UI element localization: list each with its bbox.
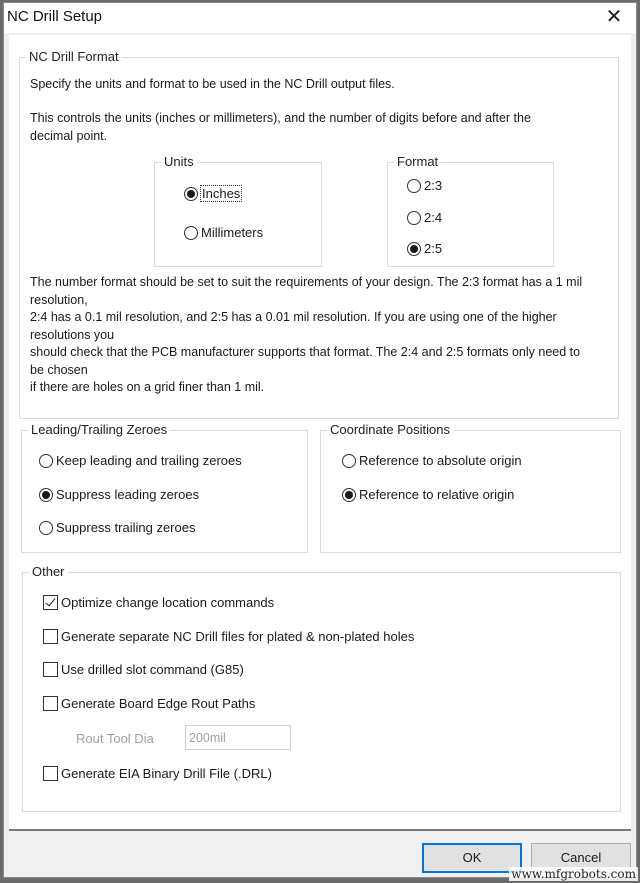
nc-drill-format-legend: NC Drill Format	[26, 49, 122, 64]
radio-indicator[interactable]	[342, 454, 356, 468]
other-group	[22, 564, 621, 812]
intro-text-2	[30, 110, 531, 145]
dialog-content	[9, 35, 631, 831]
radio-indicator[interactable]	[39, 488, 53, 502]
explain-line: 2:4 has a 0.1 mil resolution, and 2:5 has a 0.01 mil resolution. If you are using one of the higher	[30, 310, 557, 324]
radio-label: Keep leading and trailing zeroes	[56, 453, 242, 468]
radio-label: 2:3	[424, 178, 443, 193]
format-explanation	[30, 274, 582, 397]
radio-indicator[interactable]	[184, 187, 198, 201]
nc-drill-setup-dialog	[3, 2, 637, 878]
radio-label: Suppress trailing zeroes	[56, 520, 196, 535]
check-eia-binary[interactable]	[43, 766, 272, 781]
radio-format-2-5[interactable]	[407, 241, 442, 256]
radio-label: Millimeters	[201, 225, 264, 240]
window-title: NC Drill Setup	[7, 8, 103, 25]
check-drilled-slot-g85[interactable]	[43, 662, 244, 677]
radio-inches[interactable]	[184, 186, 241, 201]
radio-label: Inches	[202, 186, 241, 201]
checkbox-label: Generate EIA Binary Drill File (.DRL)	[61, 766, 272, 781]
radio-absolute-origin[interactable]	[342, 453, 522, 468]
checkbox-label: Use drilled slot command (G85)	[61, 662, 244, 677]
cancel-button[interactable]: Cancel	[531, 843, 631, 873]
watermark: www.mfgrobots.com	[511, 867, 636, 881]
radio-indicator[interactable]	[39, 521, 53, 535]
rout-tool-dia-label: Rout Tool Dia	[76, 731, 154, 746]
radio-format-2-4[interactable]	[407, 210, 442, 225]
close-icon[interactable]: ✕	[605, 6, 623, 28]
explain-line: should check that the PCB manufacturer supports that format. The 2:4 and 2:5 formats only need to	[30, 345, 581, 359]
check-board-edge-rout[interactable]	[43, 696, 255, 711]
coordinate-positions-group	[320, 422, 621, 553]
explain-line: resolution,	[30, 292, 88, 307]
units-legend: Units	[161, 154, 197, 169]
radio-suppress-trailing[interactable]	[39, 520, 195, 535]
radio-format-2-3[interactable]	[407, 178, 442, 193]
check-optimize-location[interactable]	[43, 595, 274, 610]
zeroes-legend: Leading/Trailing Zeroes	[28, 422, 170, 437]
explain-line: resolutions you	[30, 327, 115, 342]
checkbox[interactable]	[43, 662, 58, 677]
checkbox[interactable]	[43, 595, 58, 610]
radio-keep-zeroes[interactable]	[39, 453, 242, 468]
intro-text-2b: decimal point.	[30, 128, 108, 143]
radio-label: 2:4	[424, 210, 443, 225]
checkbox[interactable]	[43, 766, 58, 781]
radio-indicator[interactable]	[407, 179, 421, 193]
radio-indicator[interactable]	[342, 488, 356, 502]
radio-label: 2:5	[424, 241, 443, 256]
check-separate-plated[interactable]	[43, 629, 414, 644]
radio-label: Suppress leading zeroes	[56, 487, 200, 502]
checkbox[interactable]	[43, 696, 58, 711]
explain-line: be chosen	[30, 362, 88, 377]
units-group	[154, 154, 322, 267]
explain-line: The number format should be set to suit the requirements of your design. The 2:3 format has a 1 mil	[30, 275, 583, 289]
radio-millimeters[interactable]	[184, 225, 263, 240]
radio-relative-origin[interactable]	[342, 487, 514, 502]
checkbox-label: Generate separate NC Drill files for plated & non-plated holes	[61, 629, 415, 644]
title-bar	[4, 3, 636, 33]
radio-indicator[interactable]	[407, 211, 421, 225]
intro-text-2a: This controls the units (inches or millimeters), and the number of digits before and after the	[30, 111, 531, 125]
checkbox[interactable]	[43, 629, 58, 644]
radio-suppress-leading[interactable]	[39, 487, 199, 502]
checkbox-label: Generate Board Edge Rout Paths	[61, 696, 256, 711]
other-legend: Other	[29, 564, 68, 579]
ok-button[interactable]: OK	[422, 843, 522, 873]
format-legend: Format	[394, 154, 441, 169]
nc-drill-format-group	[19, 49, 619, 419]
explain-line: if there are holes on a grid finer than 1 mil.	[30, 380, 265, 394]
checkbox-label: Optimize change location commands	[61, 595, 275, 610]
radio-label: Reference to relative origin	[359, 487, 515, 502]
format-group	[387, 154, 554, 267]
coordinate-positions-legend: Coordinate Positions	[327, 422, 453, 437]
radio-indicator[interactable]	[184, 226, 198, 240]
radio-indicator[interactable]	[407, 242, 421, 256]
rout-tool-dia-input[interactable]	[185, 725, 291, 750]
zeroes-group	[21, 422, 308, 553]
intro-text-1: Specify the units and format to be used in the NC Drill output files.	[30, 77, 395, 91]
radio-label: Reference to absolute origin	[359, 453, 522, 468]
radio-indicator[interactable]	[39, 454, 53, 468]
